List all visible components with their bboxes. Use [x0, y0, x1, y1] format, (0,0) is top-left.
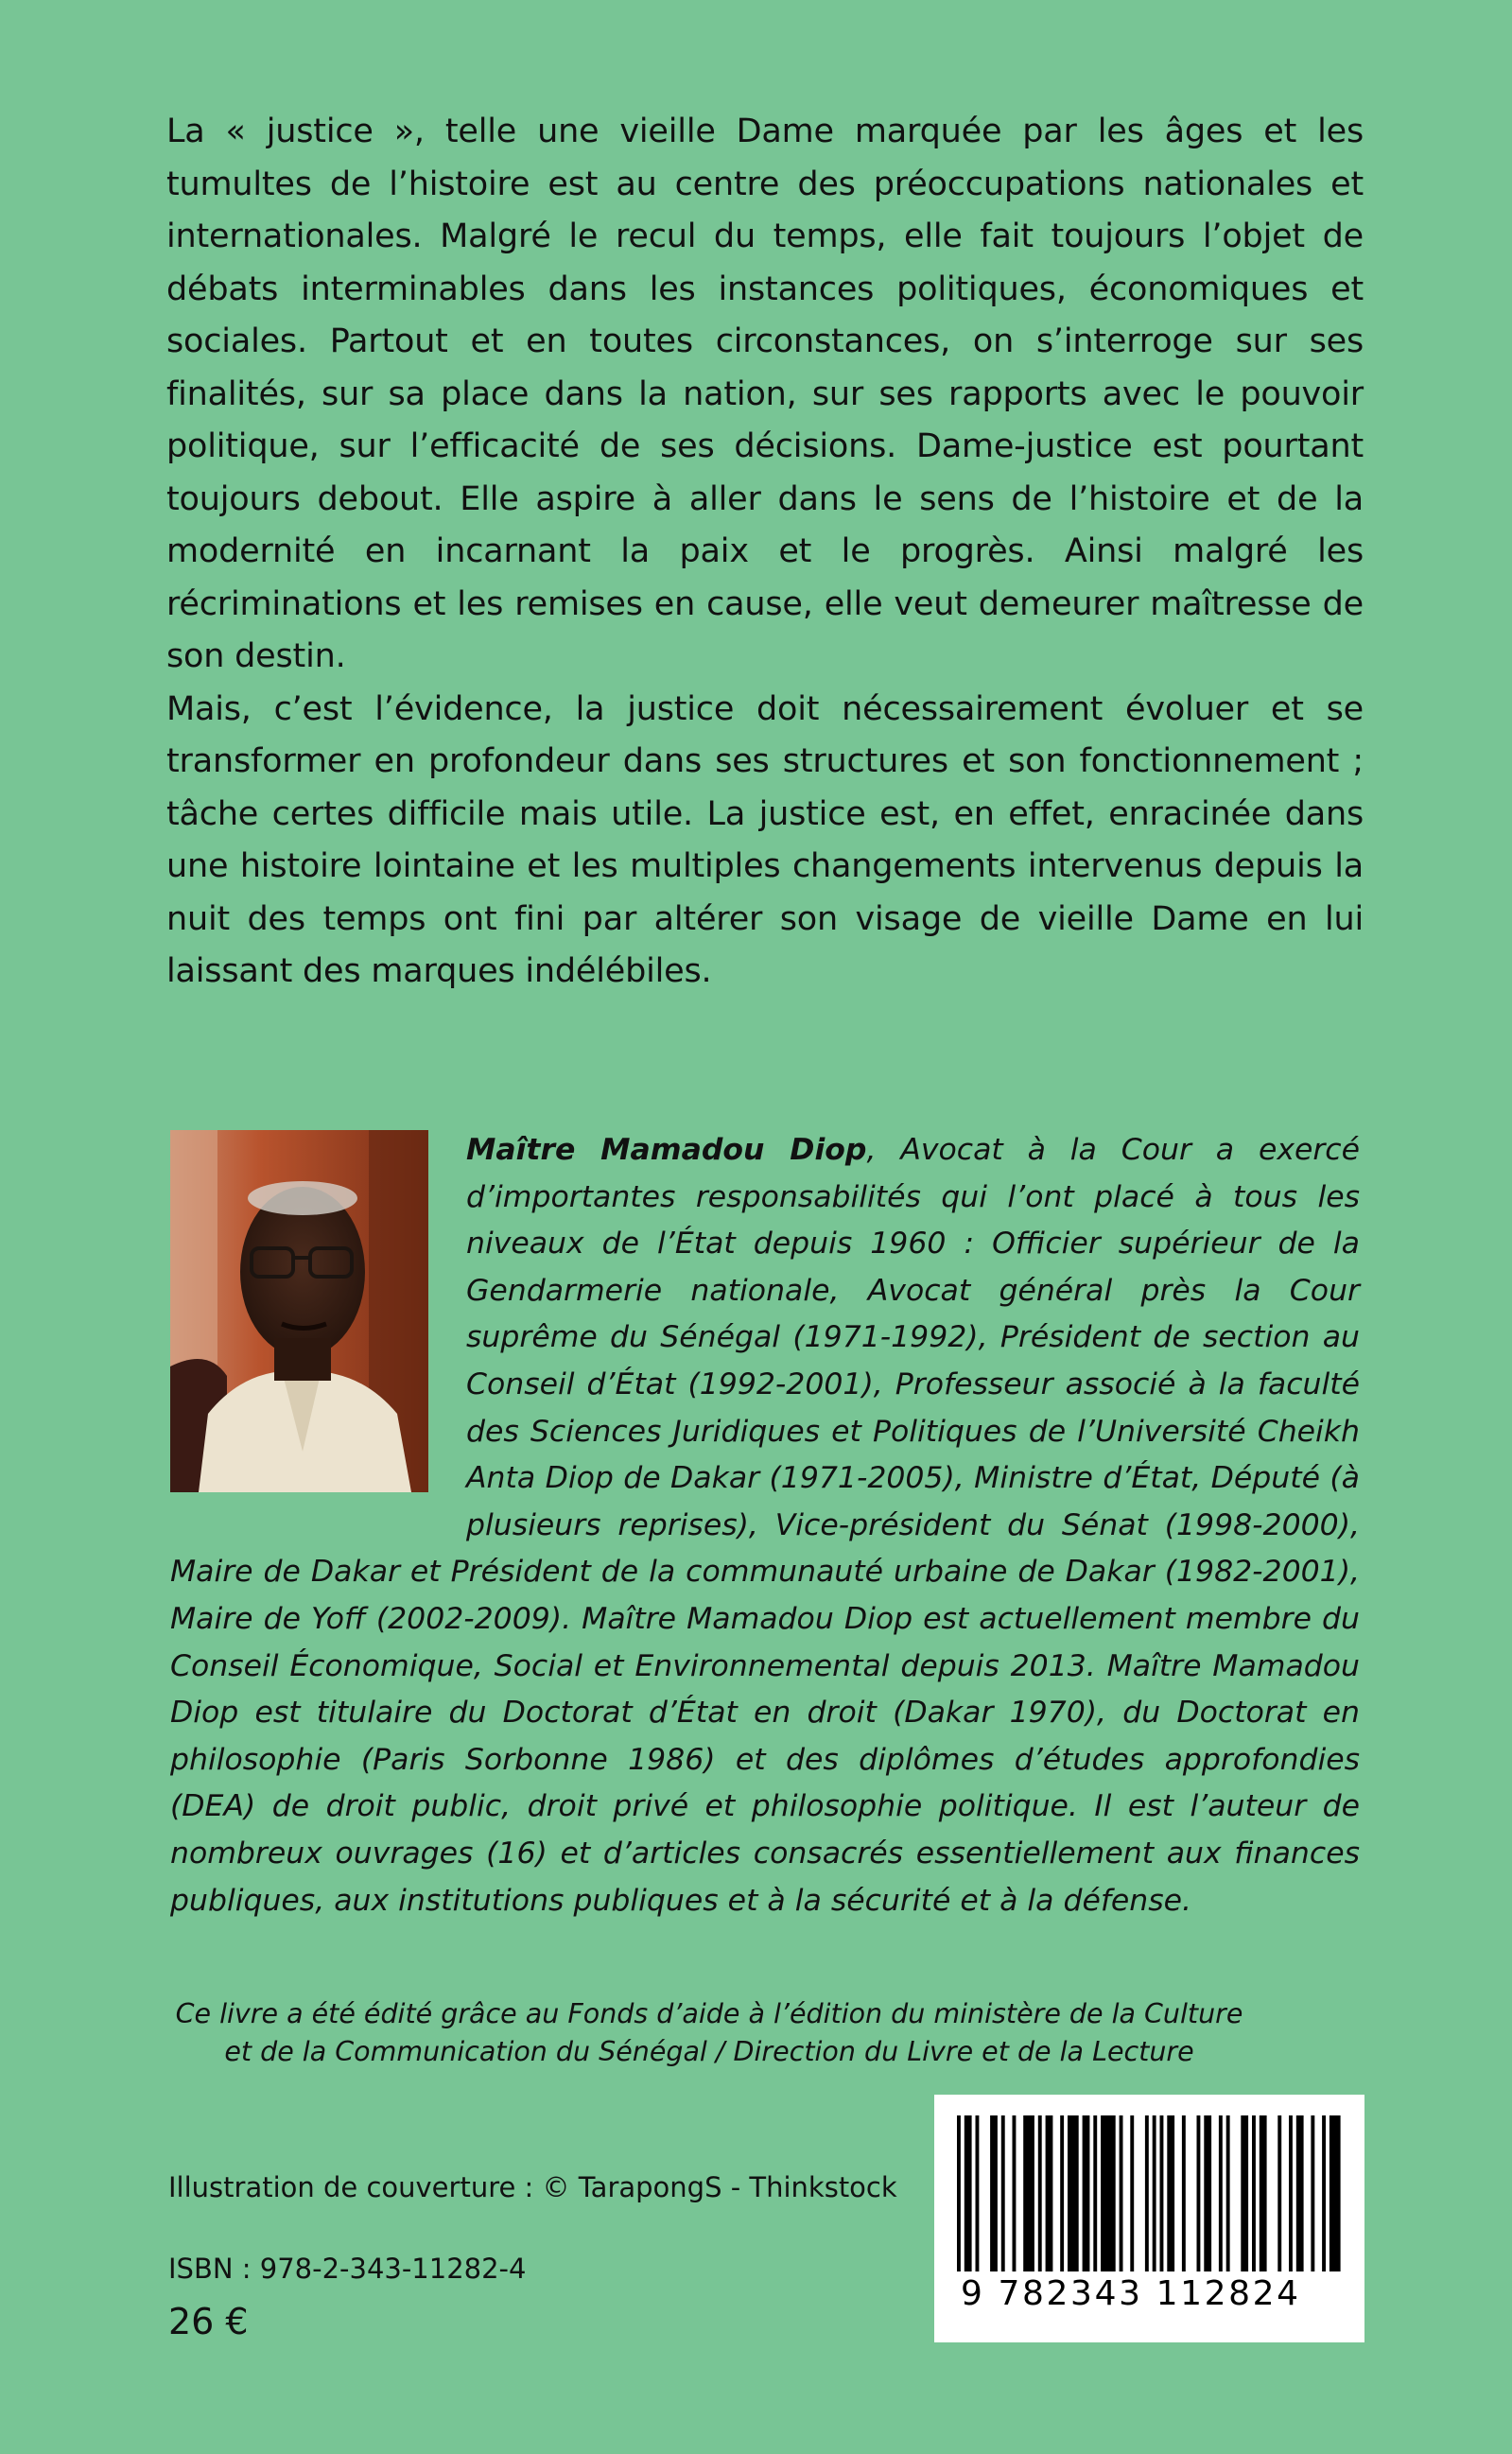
barcode-bar	[1241, 2115, 1248, 2271]
barcode-bar	[1330, 2115, 1341, 2271]
barcode-bar	[1101, 2115, 1116, 2271]
author-bio-text: , Avocat à la Cour a exercé d’importantes responsabilités qui l’ont placé à tous les niveaux de l’État depuis 1960 : Officier supérieur de la Gendarmerie nationale, Avocat général près la Cour suprême du Sénégal (1971-1992), Président de section au Conseil d’État (1992-2001), Professeur associé à la faculté des Sciences Juridiques et Politiques de l’Université Cheikh Anta Diop de Dakar (1971-2005), Ministre d’État, Député (à plusieurs reprises), Vice-président du Sénat (1998-2000), Maire de Dakar et Président de la communauté urbaine de Dakar (1982-2001), Maire de Yoff (2002-2009). Maître Mamadou Diop est actuellement membre du Conseil Économique, Social et Environnemental depuis 2013. Maître Mamadou Diop est titulaire du Doctorat d’État en droit (Dakar 1970), du Doctorat en philosophie (Paris Sorbonne 1986) et des diplômes d’études approfondies (DEA) de droit public, droit privé et philosophie politique. Il est l’auteur de nombreux ouvrages (16) et d’articles consacrés essentiellement aux finances publiques, aux institutions publiques et à la sécurité et à la défense.	[170, 1133, 1360, 1918]
barcode-bar	[1160, 2115, 1164, 2271]
barcode-bar	[1060, 2115, 1064, 2271]
barcode-bar	[1260, 2115, 1267, 2271]
barcode-bar	[1093, 2115, 1097, 2271]
barcode	[934, 2095, 1364, 2342]
barcode-bar	[1226, 2115, 1230, 2271]
barcode-bar	[1130, 2115, 1134, 2271]
barcode-bar	[1167, 2115, 1174, 2271]
barcode-bar	[1219, 2115, 1223, 2271]
author-name: Maître Mamadou Diop	[466, 1133, 867, 1167]
barcode-bar	[1068, 2115, 1079, 2271]
funding-note	[142, 1995, 1277, 2071]
barcode-bar	[965, 2115, 972, 2271]
funding-note-line-2: et de la Communication du Sénégal / Direction du Livre et de la Lecture	[224, 2036, 1194, 2067]
barcode-bar	[1013, 2115, 1017, 2271]
barcode-bar	[1296, 2115, 1304, 2271]
isbn: ISBN : 978-2-343-11282-4	[168, 2253, 527, 2285]
barcode-bar	[1277, 2115, 1281, 2271]
illustration-credit: Illustration de couverture : © TarapongS - Thinkstock	[168, 2171, 897, 2203]
barcode-bar	[1322, 2115, 1326, 2271]
barcode-bar	[1153, 2115, 1156, 2271]
blurb-paragraph-1: La « justice », telle une vieille Dame marquée par les âges et les tumultes de l’histoire est au centre des préoccupations nationales et internationales. Malgré le recul du temps, elle fait toujours l’objet de débats interminables dans les instances politiques, économiques et sociales. Partout et en toutes circonstances, on s’interroge sur ses finalités, sur sa place dans la nation, sur ses rapports avec le pouvoir politique, sur l’efficacité de ses décisions. Dame-justice est pourtant toujours debout. Elle aspire à aller dans le sens de l’histoire et de la modernité en incarnant la paix et le progrès. Ainsi malgré les récriminations et les remises en cause, elle veut demeurer maîtresse de son destin.	[166, 113, 1364, 675]
barcode-bar	[1252, 2115, 1256, 2271]
blurb	[166, 106, 1364, 999]
barcode-bar	[1083, 2115, 1090, 2271]
barcode-bar	[1046, 2115, 1053, 2271]
blurb-paragraph-2: Mais, c’est l’évidence, la justice doit nécessairement évoluer et se transformer en profondeur dans ses structures et son fonctionnement ; tâche certes difficile mais utile. La justice est, en effet, enracinée dans une histoire lointaine et les multiples changements intervenus depuis la nuit des temps ont fini par altérer son visage de vieille Dame en lui laissant des marques indélébiles.	[166, 689, 1364, 990]
barcode-bar	[1120, 2115, 1123, 2271]
barcode-bar	[1023, 2115, 1034, 2271]
barcode-bar	[1197, 2115, 1201, 2271]
barcode-bar	[976, 2115, 980, 2271]
barcode-bar	[1145, 2115, 1149, 2271]
barcode-bar	[1289, 2115, 1293, 2271]
author-bio	[170, 1127, 1360, 1924]
barcode-bar	[990, 2115, 998, 2271]
barcode-bar	[957, 2115, 961, 2271]
barcode-bars	[951, 2115, 1348, 2281]
price: 26 €	[168, 2301, 249, 2342]
author-photo	[170, 1130, 428, 1492]
barcode-bar	[1204, 2115, 1211, 2271]
barcode-bar	[1182, 2115, 1186, 2271]
barcode-bar	[1001, 2115, 1005, 2271]
barcode-bar	[1311, 2115, 1314, 2271]
barcode-number: 9 782343 112824	[961, 2274, 1301, 2313]
funding-note-line-1: Ce livre a été édité grâce au Fonds d’aide à l’édition du ministère de la Culture	[175, 1998, 1243, 2029]
barcode-bar	[1038, 2115, 1042, 2271]
